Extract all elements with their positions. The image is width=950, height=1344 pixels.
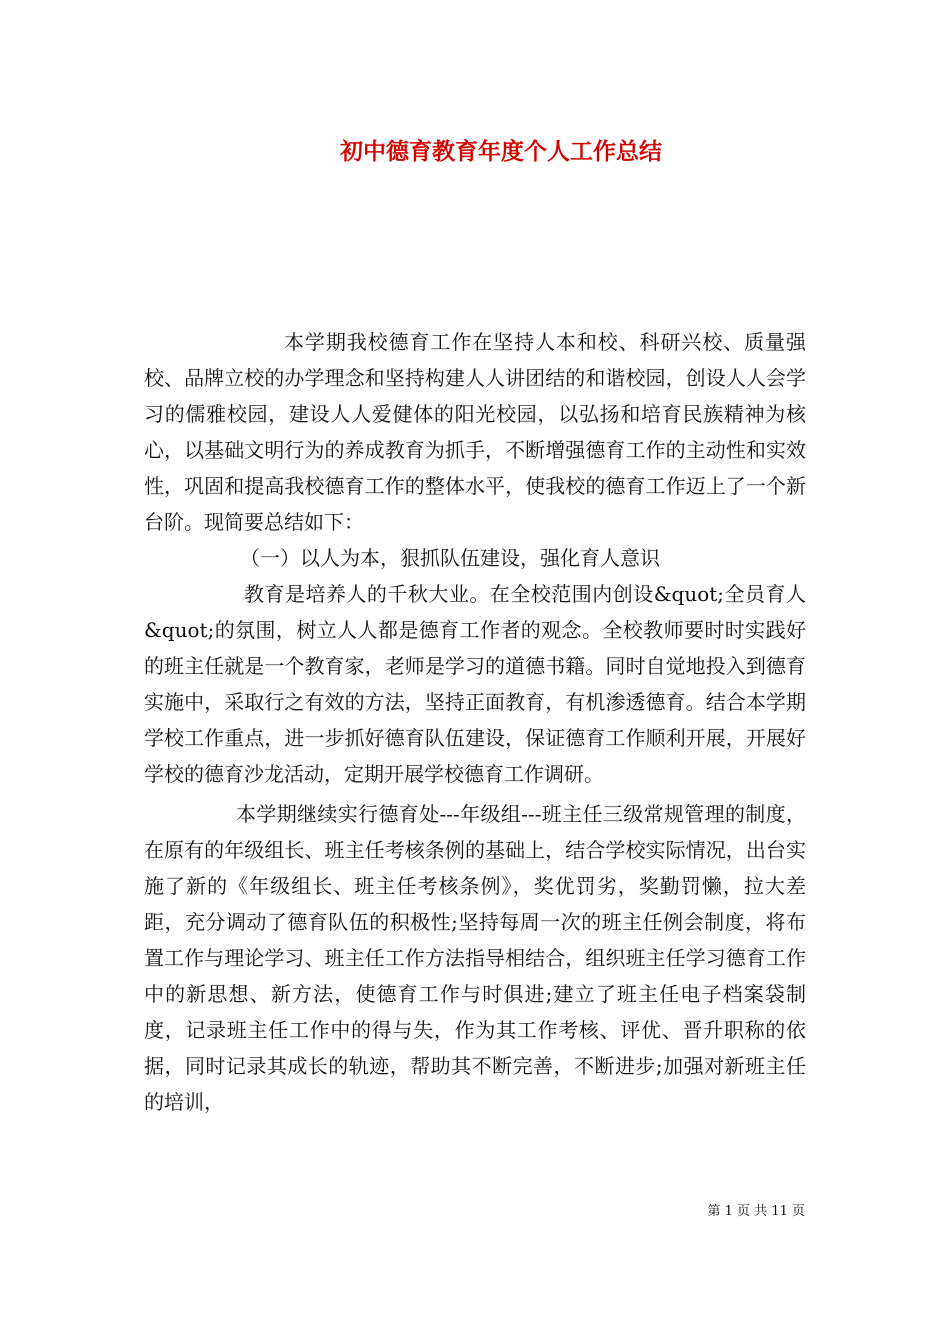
body-paragraph: 本学期继续实行德育处---年级组---班主任三级常规管理的制度，在原有的年级组长、班主任考核条例的基础上，结合学校实际情况，出台实施了新的《年级组长、班主任考核条例》，奖优罚劣，奖勤罚懒，拉大差距，充分调动了德育队伍的积极性;坚持每周一次的班主任例会制度，将布置工作与理论学习、班主任工作方法指导相结合，组织班主任学习德育工作中的新思想、新方法，使德育工作与时俱进;建立了班主任电子档案袋制度，记录班主任工作中的得与失，作为其工作考核、评优、晋升职称的依据，同时记录其成长的轨迹，帮助其不断完善，不断进步;加强对新班主任的培训， [144, 802, 806, 1114]
intro-paragraph: 本学期我校德育工作在坚持人本和校、科研兴校、质量强校、品牌立校的办学理念和坚持构建人人讲团结的和谐校园，创设人人会学习的儒雅校园，建设人人爱健体的阳光校园，以弘扬和培育民族精神为核心，以基础文明行为的养成教育为抓手，不断增强德育工作的主动性和实效性，巩固和提高我校德育工作的整体水平，使我校的德育工作迈上了一个新台阶。现简要总结如下： [144, 330, 806, 534]
page-number: 第 1 页 共 11 页 [707, 1204, 805, 1219]
body-paragraph: 教育是培养人的千秋大业。在全校范围内创设&quot;全员育人&quot;的氛围，树立人人都是德育工作者的观念。全校教师要时时实践好的班主任就是一个教育家，老师是学习的道德书籍。同时自觉地投入到德育实施中，采取行之有效的方法，坚持正面教育，有机渗透德育。结合本学期学校工作重点，进一步抓好德育队伍建设，保证德育工作顺利开展，开展好学校的德育沙龙活动，定期开展学校德育工作调研。 [144, 582, 806, 786]
document-title: 初中德育教育年度个人工作总结 [340, 138, 662, 165]
document-body [144, 324, 806, 1120]
section-heading: （一）以人为本，狠抓队伍建设，强化育人意识 [240, 546, 660, 570]
